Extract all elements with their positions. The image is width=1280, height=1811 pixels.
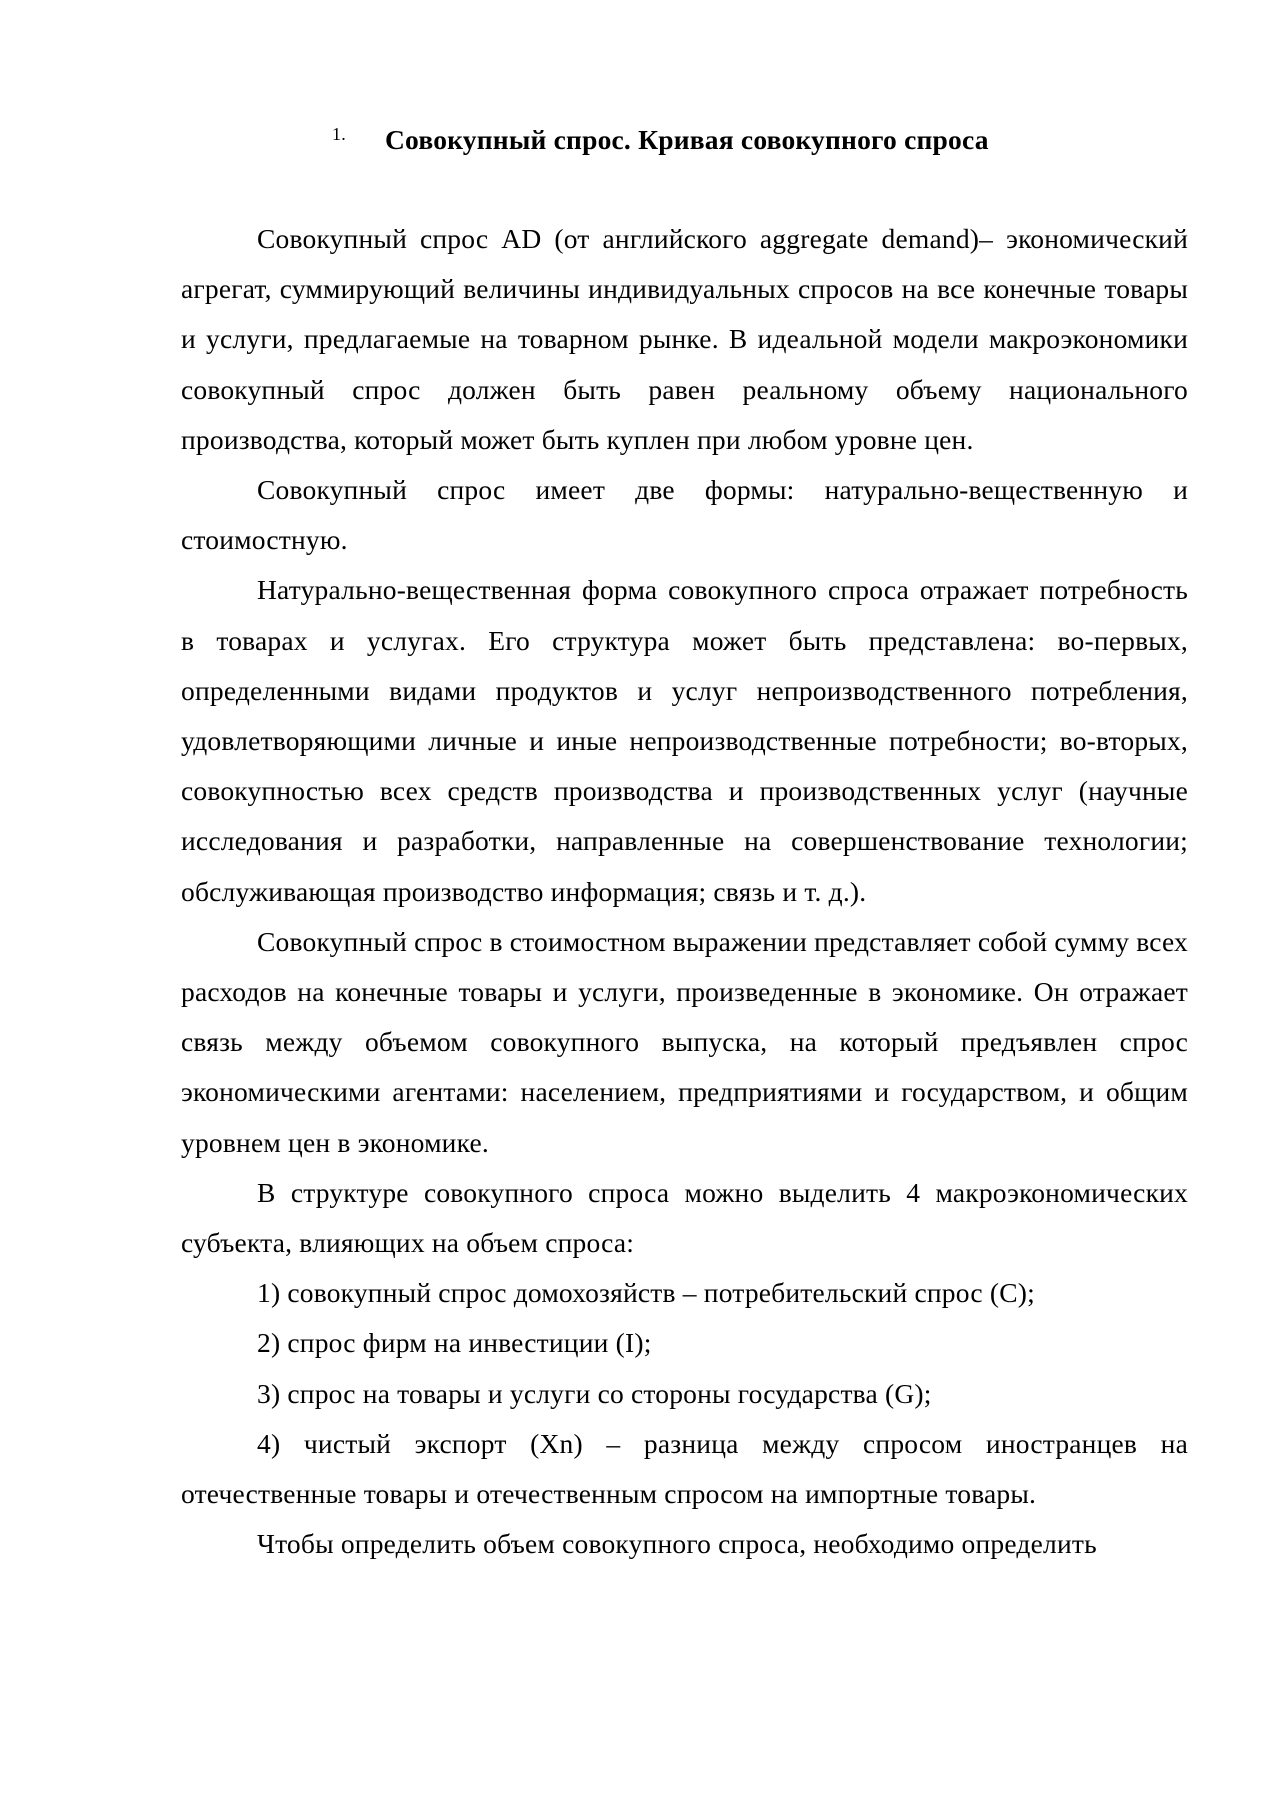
list-item-net-export: 4) чистый экспорт (Xn) – разница между спросом иностранцев на отечественные товары и отечественным спросом на импортные товары.	[181, 1427, 1188, 1510]
list-item-consumption: 1) совокупный спрос домохозяйств – потребительский спрос (C);	[257, 1277, 1035, 1309]
document-body	[181, 110, 1188, 1569]
paragraph-conclusion: Чтобы определить объем совокупного спроса, необходимо определить	[257, 1528, 1097, 1560]
paragraph-definition: Совокупный спрос AD (от английского aggregate demand)– экономический агрегат, суммирующий величины индивидуальных спросов на все конечные товары и услуги, предлагаемые на товарном рынке. В идеальной модели макроэкономики совокупный спрос должен быть равен реальному объему национального производства, который может быть куплен при любом уровне цен.	[181, 223, 1188, 455]
section-heading	[181, 110, 1188, 170]
paragraph-natural-form: Натурально-вещественная форма совокупного спроса отражает потребность в товарах и услугах. Его структура может быть представлена: во-первых, определенными видами продуктов и услуг непроизводственного потребления, удовлетворяющими личные и иные непроизводственные потребности; во-вторых, совокупностью всех средств производства и производственных услуг (научные исследования и разработки, направленные на совершенствование технологии; обслуживающая производство информация; связь и т. д.).	[181, 574, 1188, 907]
heading-number: 1.	[332, 124, 346, 144]
list-item-investment: 2) спрос фирм на инвестиции (I);	[257, 1327, 652, 1359]
list-item-government: 3) спрос на товары и услуги со стороны государства (G);	[257, 1377, 932, 1409]
heading-title: Совокупный спрос. Кривая совокупного спроса	[385, 124, 989, 155]
paragraph-value-form: Совокупный спрос в стоимостном выражении представляет собой сумму всех расходов на конечные товары и услуги, произведенные в экономике. Он отражает связь между объемом совокупного выпуска, на который предъявлен спрос экономическими агентами: населением, предприятиями и государством, и общим уровнем цен в экономике.	[181, 925, 1188, 1158]
paragraph-structure: В структуре совокупного спроса можно выделить 4 макроэкономических субъекта, влияющих на объем спроса:	[181, 1176, 1188, 1259]
paragraph-forms: Совокупный спрос имеет две формы: натурально-вещественную и стоимостную.	[181, 474, 1188, 556]
